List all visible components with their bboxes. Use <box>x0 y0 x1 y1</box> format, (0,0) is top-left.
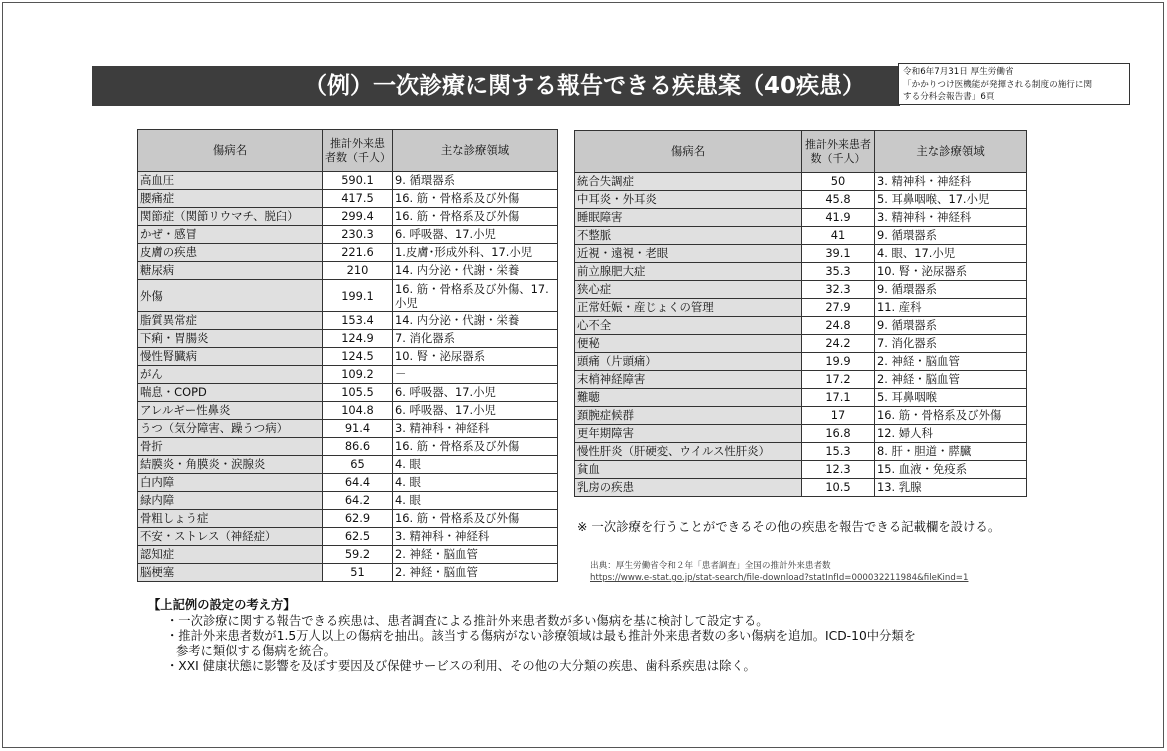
disease-name-cell: 骨粗しょう症 <box>138 510 323 528</box>
patient-count-cell: 417.5 <box>323 190 393 208</box>
disease-name-cell: 認知症 <box>138 546 323 564</box>
clinical-area-cell: 1.皮膚･形成外科、17.小児 <box>393 244 558 262</box>
patient-count-cell: 59.2 <box>323 546 393 564</box>
notes-heading: 【上記例の設定の考え方】 <box>148 598 296 612</box>
disease-name-cell: 脂質異常症 <box>138 312 323 330</box>
table-row <box>138 510 558 528</box>
clinical-area-cell: 14. 内分泌・代謝・栄養 <box>393 262 558 280</box>
disease-name-cell: がん <box>138 366 323 384</box>
page-title: （例）一次診療に関する報告できる疾患案（40疾患） <box>92 66 900 106</box>
patient-count-cell: 230.3 <box>323 226 393 244</box>
table-row <box>575 173 1027 191</box>
patient-count-cell: 12.3 <box>802 461 875 479</box>
disease-name-cell: 正常妊娠・産じょくの管理 <box>575 299 802 317</box>
patient-count-cell: 124.5 <box>323 348 393 366</box>
table-row <box>575 191 1027 209</box>
table-row <box>138 226 558 244</box>
table-row <box>138 262 558 280</box>
table-row <box>138 190 558 208</box>
patient-count-cell: 24.2 <box>802 335 875 353</box>
clinical-area-cell: 4. 眼 <box>393 492 558 510</box>
clinical-area-cell: 6. 呼吸器、17.小児 <box>393 384 558 402</box>
patient-count-cell: 16.8 <box>802 425 875 443</box>
disease-name-cell: 貧血 <box>575 461 802 479</box>
clinical-area-cell: 3. 精神科・神経科 <box>875 173 1027 191</box>
patient-count-cell: 10.5 <box>802 479 875 497</box>
table-row <box>575 407 1027 425</box>
patient-count-cell: 17.1 <box>802 389 875 407</box>
clinical-area-cell: 7. 消化器系 <box>875 335 1027 353</box>
disease-name-cell: 中耳炎・外耳炎 <box>575 191 802 209</box>
disease-name-cell: 骨折 <box>138 438 323 456</box>
patient-count-cell: 221.6 <box>323 244 393 262</box>
column-header-clinical-area: 主な診療領域 <box>875 131 1027 173</box>
notes-item: ・XXI 健康状態に影響を及ぼす要因及び保健サービスの利用、その他の大分類の疾患、歯科系疾患は除く。 <box>166 659 756 673</box>
disease-name-cell: 脳梗塞 <box>138 564 323 582</box>
table-row <box>575 317 1027 335</box>
clinical-area-cell: 8. 肝・胆道・膵臓 <box>875 443 1027 461</box>
notes-item: ・一次診療に関する報告できる疾患は、患者調査による推計外来患者数が多い傷病を基に検討して設定する。 <box>166 614 769 628</box>
table-row <box>138 172 558 190</box>
clinical-area-cell: 2. 神経・脳血管 <box>875 371 1027 389</box>
disease-name-cell: 心不全 <box>575 317 802 335</box>
clinical-area-cell: 5. 耳鼻咽喉 <box>875 389 1027 407</box>
table-row <box>138 474 558 492</box>
disease-name-cell: 不安・ストレス（神経症） <box>138 528 323 546</box>
disease-name-cell: 慢性肝炎（肝硬変、ウイルス性肝炎） <box>575 443 802 461</box>
source-note-line: 「かかりつけ医機能が発揮される制度の施行に関 <box>903 79 1093 90</box>
table-row <box>138 330 558 348</box>
column-header-patient-count: 推計外来患者数（千人） <box>323 130 393 172</box>
table-row <box>138 546 558 564</box>
clinical-area-cell: 11. 産科 <box>875 299 1027 317</box>
table-row <box>138 348 558 366</box>
patient-count-cell: 17 <box>802 407 875 425</box>
clinical-area-cell: 16. 筋・骨格系及び外傷 <box>393 438 558 456</box>
disease-name-cell: アレルギー性鼻炎 <box>138 402 323 420</box>
table-row <box>575 425 1027 443</box>
clinical-area-cell: 16. 筋・骨格系及び外傷、17.小児 <box>393 280 558 312</box>
patient-count-cell: 17.2 <box>802 371 875 389</box>
table-row <box>575 227 1027 245</box>
clinical-area-cell: 3. 精神科・神経科 <box>875 209 1027 227</box>
disease-name-cell: 末梢神経障害 <box>575 371 802 389</box>
table-row <box>138 280 558 312</box>
clinical-area-cell: 3. 精神科・神経科 <box>393 420 558 438</box>
patient-count-cell: 27.9 <box>802 299 875 317</box>
column-header-clinical-area: 主な診療領域 <box>393 130 558 172</box>
table-row <box>138 438 558 456</box>
table-row <box>575 389 1027 407</box>
disease-name-cell: 狭心症 <box>575 281 802 299</box>
patient-count-cell: 210 <box>323 262 393 280</box>
clinical-area-cell: 7. 消化器系 <box>393 330 558 348</box>
disease-name-cell: 睡眠障害 <box>575 209 802 227</box>
clinical-area-cell: 6. 呼吸器、17.小児 <box>393 402 558 420</box>
disease-table-left <box>137 129 558 582</box>
patient-count-cell: 590.1 <box>323 172 393 190</box>
clinical-area-cell: 16. 筋・骨格系及び外傷 <box>875 407 1027 425</box>
clinical-area-cell: 6. 呼吸器、17.小児 <box>393 226 558 244</box>
patient-count-cell: 50 <box>802 173 875 191</box>
disease-name-cell: 統合失調症 <box>575 173 802 191</box>
table-row <box>138 456 558 474</box>
rationale-notes <box>148 598 1048 674</box>
disease-name-cell: 関節症（関節リウマチ、脱臼） <box>138 208 323 226</box>
disease-name-cell: かぜ・感冒 <box>138 226 323 244</box>
data-source-citation <box>590 560 968 584</box>
clinical-area-cell: 5. 耳鼻咽喉、17.小児 <box>875 191 1027 209</box>
clinical-area-cell: 2. 神経・脳血管 <box>393 564 558 582</box>
disease-name-cell: 近視・遠視・老眼 <box>575 245 802 263</box>
patient-count-cell: 91.4 <box>323 420 393 438</box>
disease-name-cell: 乳房の疾患 <box>575 479 802 497</box>
patient-count-cell: 35.3 <box>802 263 875 281</box>
patient-count-cell: 104.8 <box>323 402 393 420</box>
disease-name-cell: 頚腕症候群 <box>575 407 802 425</box>
disease-name-cell: 更年期障害 <box>575 425 802 443</box>
table-row <box>575 299 1027 317</box>
disease-name-cell: 難聴 <box>575 389 802 407</box>
disease-name-cell: 腰痛症 <box>138 190 323 208</box>
clinical-area-cell: 9. 循環器系 <box>875 317 1027 335</box>
clinical-area-cell: 12. 婦人科 <box>875 425 1027 443</box>
disease-name-cell: 白内障 <box>138 474 323 492</box>
clinical-area-cell: 16. 筋・骨格系及び外傷 <box>393 510 558 528</box>
patient-count-cell: 45.8 <box>802 191 875 209</box>
table-row <box>575 479 1027 497</box>
table-row <box>138 366 558 384</box>
disease-name-cell: 喘息・COPD <box>138 384 323 402</box>
patient-count-cell: 299.4 <box>323 208 393 226</box>
table-row <box>138 384 558 402</box>
patient-count-cell: 19.9 <box>802 353 875 371</box>
patient-count-cell: 109.2 <box>323 366 393 384</box>
table-row <box>575 209 1027 227</box>
patient-count-cell: 64.2 <box>323 492 393 510</box>
disease-name-cell: 皮膚の疾患 <box>138 244 323 262</box>
column-header-disease: 傷病名 <box>138 130 323 172</box>
patient-count-cell: 62.5 <box>323 528 393 546</box>
clinical-area-cell: 10. 腎・泌尿器系 <box>875 263 1027 281</box>
disease-name-cell: 不整脈 <box>575 227 802 245</box>
citation-url-link[interactable]: https://www.e-stat.go.jp/stat-search/file-download?statInfId=000032211984&fileKind=1 <box>590 573 969 583</box>
patient-count-cell: 41 <box>802 227 875 245</box>
disease-name-cell: 頭痛（片頭痛） <box>575 353 802 371</box>
table-row <box>575 353 1027 371</box>
table-row <box>138 312 558 330</box>
clinical-area-cell: 16. 筋・骨格系及び外傷 <box>393 190 558 208</box>
table-row <box>138 564 558 582</box>
notes-item-continued: 参考に類似する傷病を統合。 <box>176 644 336 658</box>
source-note-line: する分科会報告書」6頁 <box>903 92 995 102</box>
clinical-area-cell: 9. 循環器系 <box>875 227 1027 245</box>
patient-count-cell: 32.3 <box>802 281 875 299</box>
clinical-area-cell: 4. 眼 <box>393 456 558 474</box>
clinical-area-cell: 13. 乳腺 <box>875 479 1027 497</box>
patient-count-cell: 39.1 <box>802 245 875 263</box>
patient-count-cell: 199.1 <box>323 280 393 312</box>
table-row <box>138 208 558 226</box>
disease-name-cell: 高血圧 <box>138 172 323 190</box>
clinical-area-cell: 15. 血液・免疫系 <box>875 461 1027 479</box>
patient-count-cell: 124.9 <box>323 330 393 348</box>
table-row <box>138 420 558 438</box>
clinical-area-cell: － <box>393 366 558 384</box>
patient-count-cell: 15.3 <box>802 443 875 461</box>
source-note-box <box>898 63 1130 105</box>
clinical-area-cell: 4. 眼 <box>393 474 558 492</box>
notes-item: ・推計外来患者数が1.5万人以上の傷病を抽出。該当する傷病がない診療領域は最も推計外来患者数の多い傷病を追加。ICD-10中分類を <box>166 629 916 643</box>
table-row <box>575 461 1027 479</box>
disease-name-cell: 慢性腎臓病 <box>138 348 323 366</box>
table-row <box>575 245 1027 263</box>
table-row <box>138 492 558 510</box>
table-row <box>138 244 558 262</box>
clinical-area-cell: 4. 眼、17.小児 <box>875 245 1027 263</box>
disease-name-cell: 緑内障 <box>138 492 323 510</box>
clinical-area-cell: 16. 筋・骨格系及び外傷 <box>393 208 558 226</box>
disease-name-cell: 糖尿病 <box>138 262 323 280</box>
clinical-area-cell: 9. 循環器系 <box>875 281 1027 299</box>
table-row <box>575 281 1027 299</box>
patient-count-cell: 51 <box>323 564 393 582</box>
source-note-line: 令和6年7月31日 厚生労働省 <box>903 67 1014 77</box>
disease-name-cell: 前立腺肥大症 <box>575 263 802 281</box>
table-row <box>575 443 1027 461</box>
disease-name-cell: うつ（気分障害、躁うつ病） <box>138 420 323 438</box>
disease-table-right <box>574 130 1027 497</box>
remark-note: ※ 一次診療を行うことができるその他の疾患を報告できる記載欄を設ける。 <box>577 519 1001 534</box>
clinical-area-cell: 10. 腎・泌尿器系 <box>393 348 558 366</box>
patient-count-cell: 24.8 <box>802 317 875 335</box>
patient-count-cell: 105.5 <box>323 384 393 402</box>
clinical-area-cell: 2. 神経・脳血管 <box>393 546 558 564</box>
table-row <box>575 263 1027 281</box>
column-header-patient-count: 推計外来患者数（千人） <box>802 131 875 173</box>
disease-name-cell: 結膜炎・角膜炎・涙腺炎 <box>138 456 323 474</box>
disease-name-cell: 外傷 <box>138 280 323 312</box>
table-row <box>575 371 1027 389</box>
citation-text: 出典：厚生労働省令和２年「患者調査」全国の推計外来患者数 <box>590 561 831 571</box>
clinical-area-cell: 14. 内分泌・代謝・栄養 <box>393 312 558 330</box>
table-row <box>138 402 558 420</box>
clinical-area-cell: 3. 精神科・神経科 <box>393 528 558 546</box>
patient-count-cell: 62.9 <box>323 510 393 528</box>
patient-count-cell: 86.6 <box>323 438 393 456</box>
patient-count-cell: 65 <box>323 456 393 474</box>
table-row <box>575 335 1027 353</box>
patient-count-cell: 41.9 <box>802 209 875 227</box>
patient-count-cell: 64.4 <box>323 474 393 492</box>
patient-count-cell: 153.4 <box>323 312 393 330</box>
disease-name-cell: 下痢・胃腸炎 <box>138 330 323 348</box>
disease-name-cell: 便秘 <box>575 335 802 353</box>
table-row <box>138 528 558 546</box>
clinical-area-cell: 2. 神経・脳血管 <box>875 353 1027 371</box>
column-header-disease: 傷病名 <box>575 131 802 173</box>
clinical-area-cell: 9. 循環器系 <box>393 172 558 190</box>
